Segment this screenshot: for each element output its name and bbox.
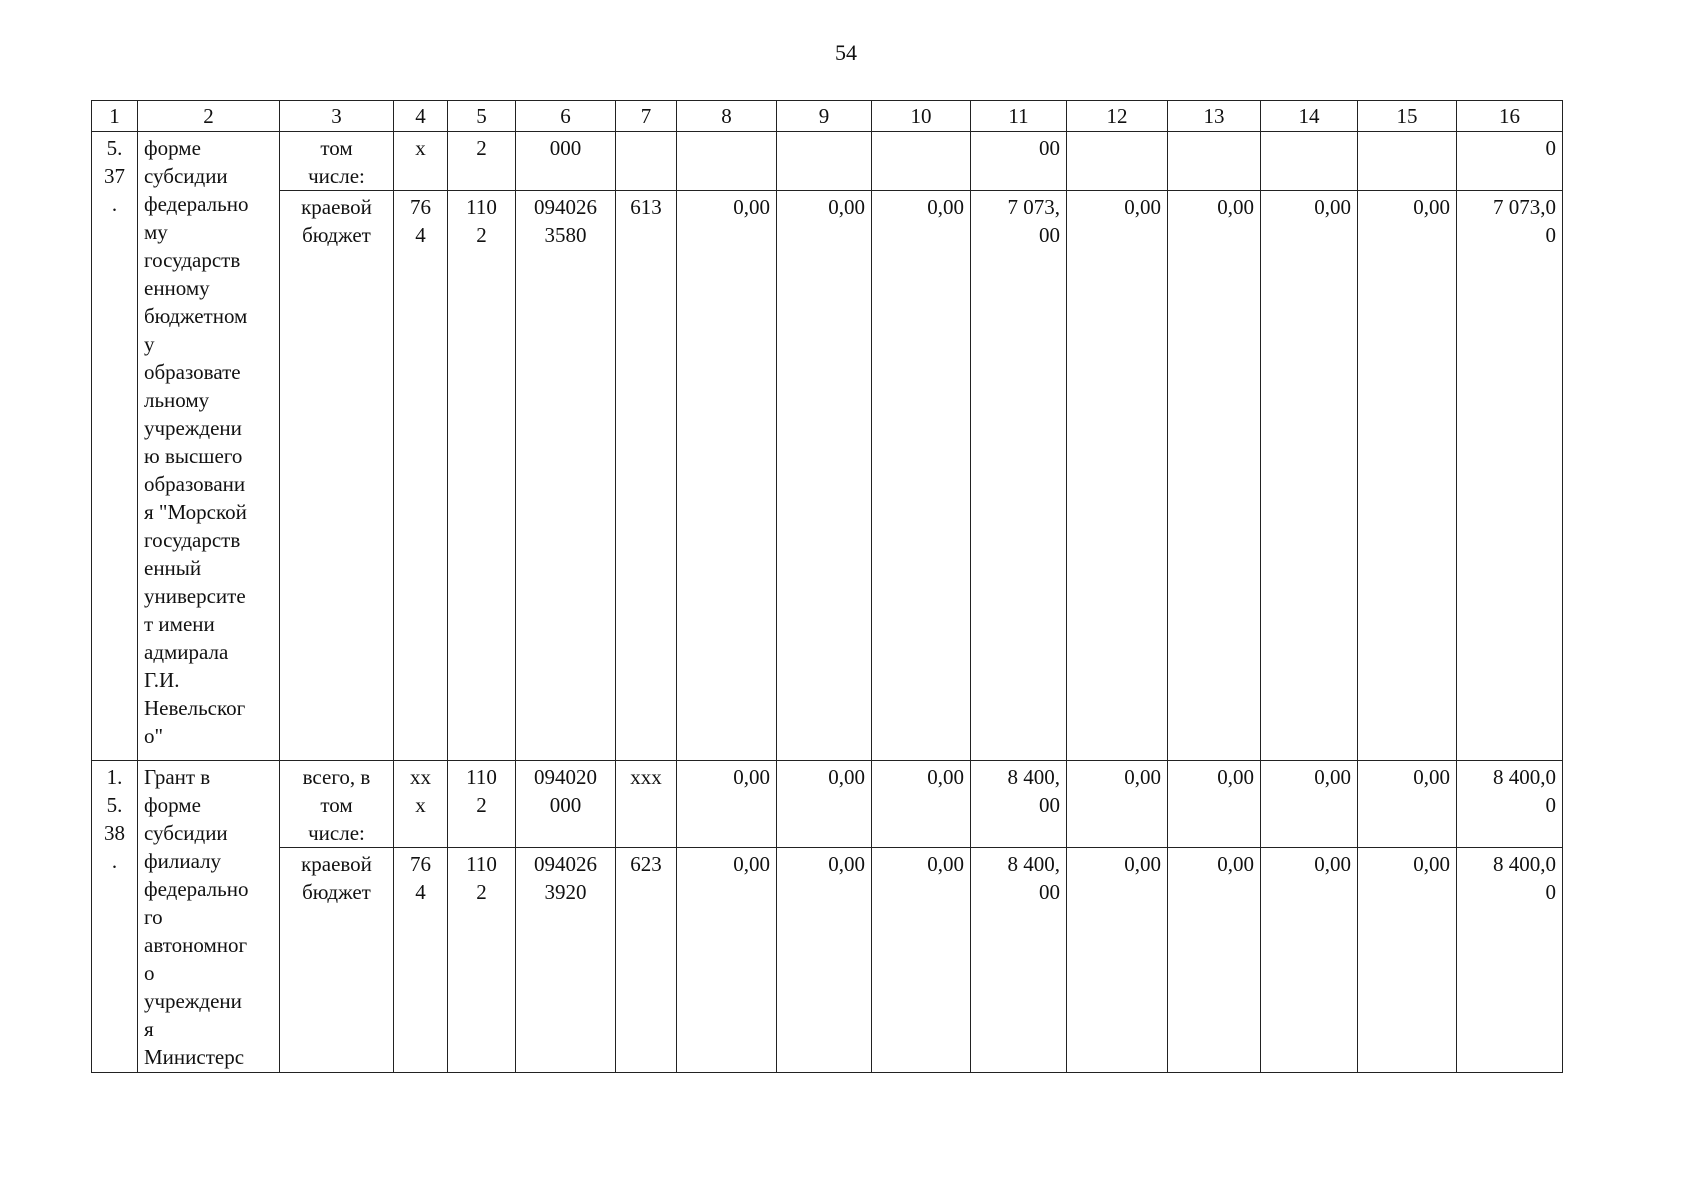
cell-col11: 7 073, 00 [971,191,1067,761]
cell-col4: хх х [394,761,448,848]
cell-col8: 0,00 [677,761,777,848]
cell-col4: 76 4 [394,191,448,761]
table-row [92,191,1563,761]
cell-col7: ххх [616,761,677,848]
funding-source: том числе: [280,132,394,191]
cell-col6: 094020 000 [516,761,616,848]
cell-col9 [777,132,872,191]
cell-col5: 2 [448,132,516,191]
cell-col6: 094026 3920 [516,848,616,1073]
table-header-row [92,101,1563,132]
cell-col12 [1067,132,1168,191]
cell-col13: 0,00 [1168,191,1261,761]
cell-col10: 0,00 [872,761,971,848]
cell-col10: 0,00 [872,848,971,1073]
cell-col14: 0,00 [1261,848,1358,1073]
cell-col11: 00 [971,132,1067,191]
cell-col7: 623 [616,848,677,1073]
row-number: 5. 37 . [92,132,138,761]
cell-col13: 0,00 [1168,761,1261,848]
cell-col16: 7 073,0 0 [1457,191,1563,761]
cell-col7: 613 [616,191,677,761]
cell-col15: 0,00 [1358,191,1457,761]
header-cell: 10 [872,101,971,132]
header-cell: 14 [1261,101,1358,132]
cell-col15 [1358,132,1457,191]
cell-col8: 0,00 [677,848,777,1073]
cell-col15: 0,00 [1358,761,1457,848]
cell-col10 [872,132,971,191]
header-cell: 8 [677,101,777,132]
cell-col4: 76 4 [394,848,448,1073]
cell-col6: 094026 3580 [516,191,616,761]
cell-col14: 0,00 [1261,761,1358,848]
table-row [92,848,1563,1073]
row-number: 1. 5. 38 . [92,761,138,1073]
measure-name: форме субсидии федерально му государств енному бюджетном у образовате льному учреждени ю высшего образовани я "Морской государств енный университе т имени адмирала Г.И. Невельског о" [138,132,280,761]
cell-col6: 000 [516,132,616,191]
header-cell: 7 [616,101,677,132]
funding-source: краевой бюджет [280,191,394,761]
header-cell: 4 [394,101,448,132]
cell-col12: 0,00 [1067,191,1168,761]
cell-col12: 0,00 [1067,848,1168,1073]
page-number: 54 [835,40,857,65]
header-cell: 11 [971,101,1067,132]
cell-col14: 0,00 [1261,191,1358,761]
budget-table [91,100,1563,1073]
cell-col13: 0,00 [1168,848,1261,1073]
funding-source: краевой бюджет [280,848,394,1073]
header-cell: 5 [448,101,516,132]
cell-col16: 0 [1457,132,1563,191]
header-cell: 1 [92,101,138,132]
header-cell: 15 [1358,101,1457,132]
cell-col9: 0,00 [777,848,872,1073]
cell-col9: 0,00 [777,191,872,761]
cell-col15: 0,00 [1358,848,1457,1073]
table-row [92,761,1563,848]
header-cell: 9 [777,101,872,132]
header-cell: 13 [1168,101,1261,132]
header-cell: 12 [1067,101,1168,132]
cell-col4: х [394,132,448,191]
header-cell: 2 [138,101,280,132]
cell-col13 [1168,132,1261,191]
cell-col5: 110 2 [448,191,516,761]
cell-col5: 110 2 [448,761,516,848]
cell-col8: 0,00 [677,191,777,761]
measure-name: Грант в форме субсидии филиалу федерально го автономног о учреждени я Министерс [138,761,280,1073]
table-row [92,132,1563,191]
cell-col11: 8 400, 00 [971,761,1067,848]
funding-source: всего, в том числе: [280,761,394,848]
cell-col12: 0,00 [1067,761,1168,848]
cell-col11: 8 400, 00 [971,848,1067,1073]
cell-col5: 110 2 [448,848,516,1073]
header-cell: 3 [280,101,394,132]
header-cell: 6 [516,101,616,132]
cell-col10: 0,00 [872,191,971,761]
cell-col9: 0,00 [777,761,872,848]
header-cell: 16 [1457,101,1563,132]
cell-col16: 8 400,0 0 [1457,761,1563,848]
cell-col8 [677,132,777,191]
cell-col14 [1261,132,1358,191]
cell-col7 [616,132,677,191]
cell-col16: 8 400,0 0 [1457,848,1563,1073]
